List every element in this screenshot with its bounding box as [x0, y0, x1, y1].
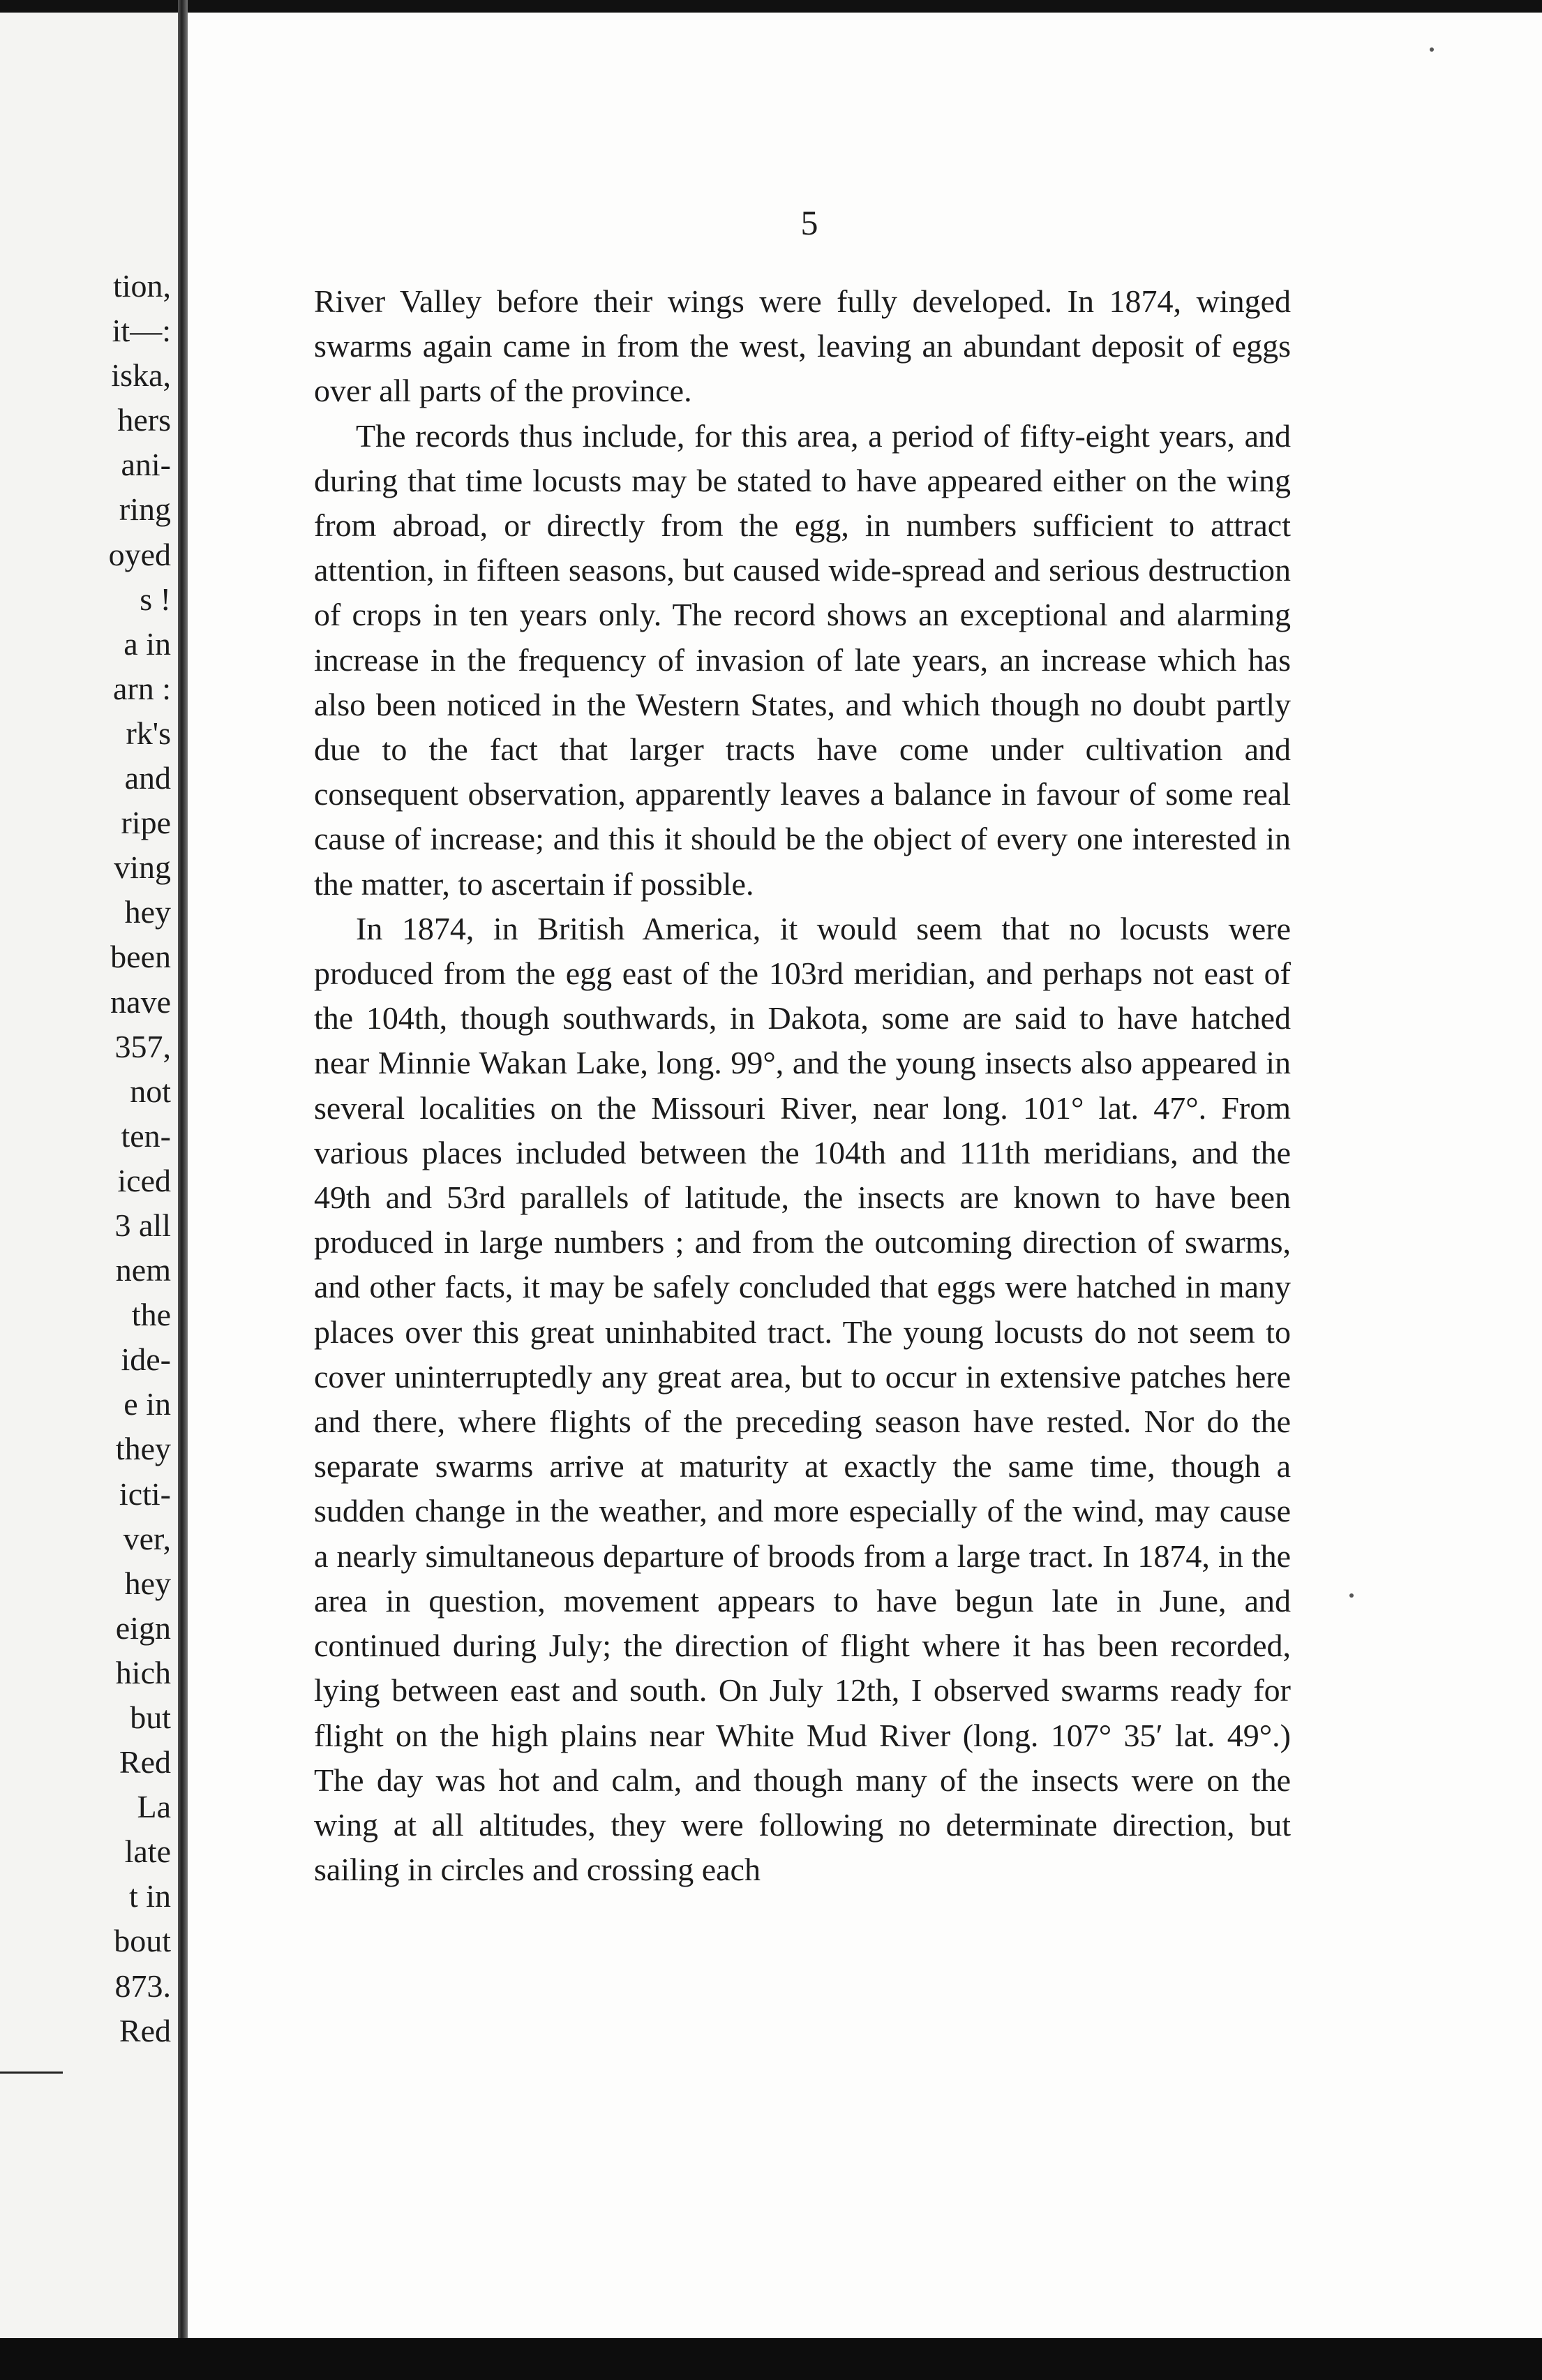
left-page-rule — [0, 2072, 63, 2074]
left-fragment: bout — [114, 1923, 171, 1959]
paragraph: The records thus include, for this area, a period of fifty-eight years, and during that time locusts may be stated to have appeared either on the wing from abroad, or directly from the egg, in numbers sufficient to attract attention, in fifteen seasons, but caused wide-spread and serious destruction of crops in ten years only. The record shows an exceptional and alarming increase in the frequency of invasion of late years, an increase which has also been noticed in the Western States, and which though no doubt partly due to the fact that larger tracts have come under cultivation and consequent observation, apparently leaves a balance in favour of some real cause of increase; and this it should be the object of every one interested in the matter, to ascertain if possible. — [314, 417, 1291, 902]
scan-speck — [1349, 1593, 1354, 1598]
book-gutter — [178, 0, 188, 2338]
left-fragment: ving — [114, 849, 171, 886]
left-fragment: 873. — [114, 1968, 171, 2004]
left-fragment: ripe — [121, 805, 171, 841]
left-fragment: eign — [115, 1609, 171, 1646]
scan-speck — [1430, 47, 1434, 52]
facing-page-text-fragments — [109, 264, 171, 2053]
facing-page-left — [0, 13, 178, 2338]
left-fragment: nem — [115, 1252, 171, 1288]
left-fragment: and — [124, 760, 171, 796]
left-fragment: ring — [119, 491, 171, 528]
page-number: 5 — [800, 203, 818, 242]
left-fragment: 3 all — [114, 1207, 171, 1243]
left-fragment: hey — [124, 1565, 171, 1601]
left-fragment: arn : — [112, 670, 171, 706]
left-fragment: iska, — [111, 357, 171, 394]
left-fragment: iced — [117, 1162, 171, 1198]
left-fragment: ten- — [121, 1117, 171, 1154]
left-fragment: oyed — [108, 536, 171, 572]
left-fragment: it—: — [112, 313, 171, 349]
left-fragment: icti- — [119, 1475, 171, 1512]
left-fragment: but — [130, 1700, 171, 1735]
left-fragment: a in — [123, 625, 171, 662]
left-fragment: Red — [119, 2012, 171, 2048]
left-fragment: been — [110, 939, 171, 975]
left-fragment: not — [130, 1073, 171, 1109]
left-fragment: 357, — [114, 1028, 171, 1064]
left-fragment: hich — [115, 1654, 171, 1690]
left-fragment: hers — [117, 402, 171, 438]
left-fragment: t in — [128, 1878, 171, 1914]
body-text — [314, 279, 1291, 1892]
left-fragment: ide- — [121, 1341, 171, 1378]
left-fragment: nave — [110, 983, 171, 1020]
paragraph: River Valley before their wings were fully developed. In 1874, winged swarms again came in from the west, leaving an abundant deposit of eggs over all parts of the province. — [314, 283, 1291, 409]
left-fragment: late — [124, 1834, 171, 1870]
left-fragment: they — [115, 1431, 171, 1467]
left-fragment: ani- — [121, 447, 171, 483]
scan-bottom-border — [0, 2338, 1542, 2380]
left-fragment: s ! — [140, 581, 171, 617]
left-fragment: e in — [123, 1386, 171, 1422]
left-fragment: hey — [124, 894, 171, 930]
left-fragment: rk's — [126, 715, 171, 751]
paragraph: In 1874, in British America, it would seem that no locusts were produced from the egg east of the 103rd meridian, and perhaps not east of the 104th, though southwards, in Dakota, some are said to have hatched near Minnie Wakan Lake, long. 99°, and the young insects also appeared in several localities on the Missouri River, near long. 101° lat. 47°. From various places included between the 104th and 111th meridians, and the 49th and 53rd parallels of latitude, the insects are known to have been produced in large numbers ; and from the outcoming direction of swarms, and other facts, it may be safely concluded that eggs were hatched in many places over this great uninhabited tract. The young locusts do not seem to cover uninterruptedly any great area, but to occur in extensive patches here and there, where flights of the preceding season have rested. Nor do the separate swarms arrive at maturity at exactly the same time, though a sudden change in the weather, and more especially of the wind, may cause a nearly simultaneous departure of broods from a large tract. In 1874, in the area in question, movement appears to have begun late in June, and continued during July; the direction of flight where it has been recorded, lying between east and south. On July 12th, I observed swarms ready for flight on the high plains near White Mud River (long. 107° 35′ lat. 49°.) The day was hot and calm, and though many of the insects were on the wing at all altitudes, they were following no determinate direction, but sailing in circles and crossing each — [314, 910, 1291, 1888]
left-fragment: Red — [119, 1744, 171, 1780]
left-fragment: the — [131, 1297, 171, 1333]
left-fragment: La — [137, 1789, 171, 1825]
scan-top-border — [0, 0, 1542, 13]
left-fragment: tion, — [112, 268, 171, 304]
left-fragment: ver, — [123, 1520, 171, 1556]
